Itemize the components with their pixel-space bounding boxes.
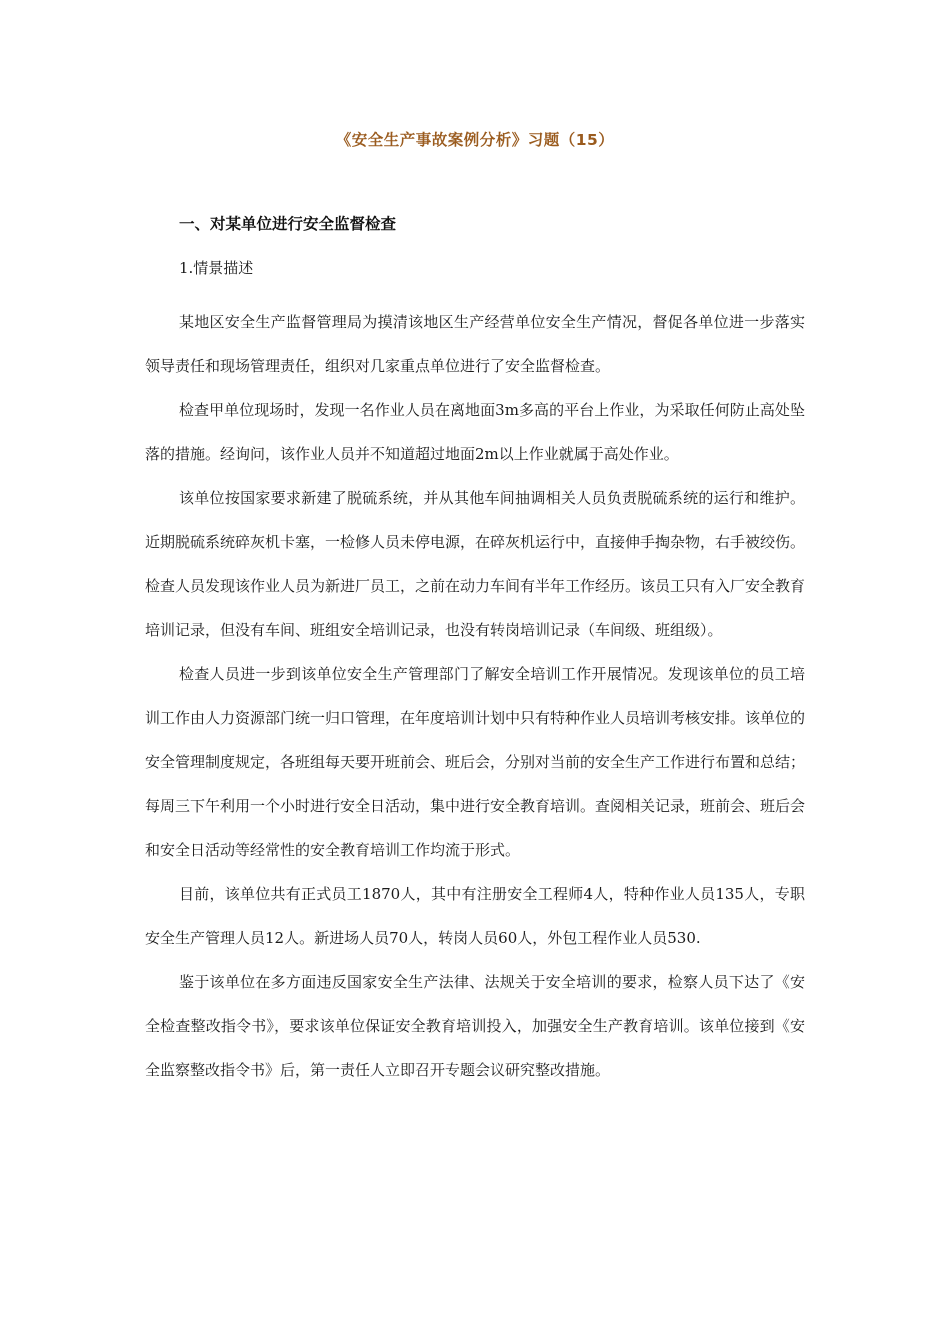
paragraph: 检查人员进一步到该单位安全生产管理部门了解安全培训工作开展情况。发现该单位的员工培训工作由人力资源部门统一归口管理，在年度培训计划中只有特种作业人员培训考核安排。该单位的安全管理制度规定，各班组每天要开班前会、班后会，分别对当前的安全生产工作进行布置和总结；每周三下午利用一个小时进行安全日活动，集中进行安全教育培训。查阅相关记录，班前会、班后会和安全日活动等经常性的安全教育培训工作均流于形式。 (145, 665, 806, 859)
paragraph: 某地区安全生产监督管理局为摸清该地区生产经营单位安全生产情况，督促各单位进一步落实领导责任和现场管理责任，组织对几家重点单位进行了安全监督检查。 (145, 313, 805, 375)
section-heading: 一、对某单位进行安全监督检查 (179, 215, 397, 233)
subheading: 1.情景描述 (179, 259, 254, 277)
paragraph: 检查甲单位现场时，发现一名作业人员在离地面3m多高的平台上作业，为采取任何防止高处坠落的措施。经询问，该作业人员并不知道超过地面2m以上作业就属于高处作业。 (145, 401, 805, 463)
document-title: 《安全生产事故案例分析》习题（15） (335, 131, 615, 149)
paragraph: 目前，该单位共有正式员工1870人，其中有注册安全工程师4人，特种作业人员135人，专职安全生产管理人员12人。新进场人员70人，转岗人员60人，外包工程作业人员530. (145, 885, 805, 947)
paragraph: 该单位按国家要求新建了脱硫系统，并从其他车间抽调相关人员负责脱硫系统的运行和维护。近期脱硫系统碎灰机卡塞，一检修人员未停电源，在碎灰机运行中，直接伸手掏杂物，右手被绞伤。检查人员发现该作业人员为新进厂员工，之前在动力车间有半年工作经历。该员工只有入厂安全教育培训记录，但没有车间、班组安全培训记录，也没有转岗培训记录（车间级、班组级）。 (145, 489, 806, 639)
document-body (145, 212, 805, 1092)
paragraph: 鉴于该单位在多方面违反国家安全生产法律、法规关于安全培训的要求，检察人员下达了《安全检查整改指令书》，要求该单位保证安全教育培训投入，加强安全生产教育培训。该单位接到《安全监察整改指令书》后，第一责任人立即召开专题会议研究整改措施。 (145, 973, 805, 1079)
